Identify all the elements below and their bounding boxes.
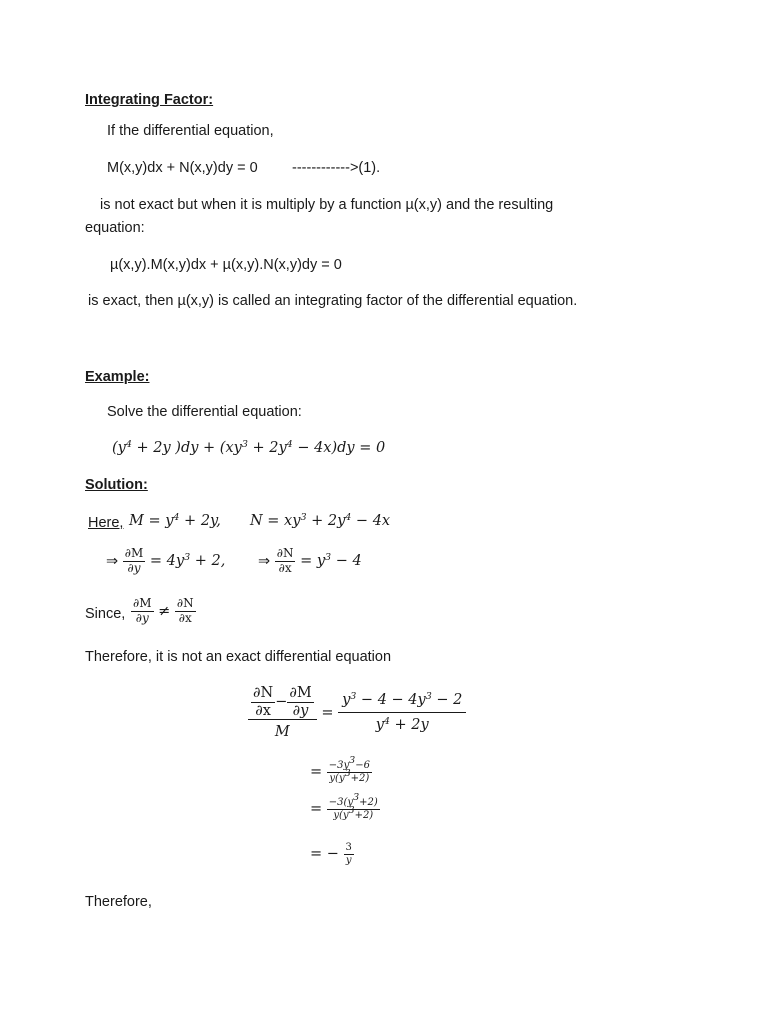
n-definition: $N = xy^3 + 2y^4 - 4x$ — [250, 512, 391, 529]
dn-dx-result: ⇒ $\frac{\partial N}{\partial x}$ = $y^3 - 4$ — [258, 546, 362, 575]
here-label: Here, — [88, 515, 124, 531]
simplification-result: = − $\frac{3}{y}$ — [310, 842, 352, 866]
example-equation: ($y^4 + 2y$ )$dy + (xy^3 + 2y^4 - 4x)dy = 0$ — [112, 439, 386, 456]
conclusion-text: is exact, then µ(x,y) is called an integrating factor of the differential equation. — [88, 293, 578, 309]
simplification-step-2: = $\frac{-3(y^3+2)}{y(y^3+2)}$ — [310, 792, 378, 821]
equation-2: µ(x,y).M(x,y)dx + µ(x,y).N(x,y)dy = 0 — [110, 257, 342, 273]
example-prompt: Solve the differential equation: — [107, 404, 302, 420]
integrating-factor-heading: Integrating Factor: — [85, 92, 214, 108]
solution-heading: Solution: — [85, 477, 148, 493]
not-exact-text-line2: equation: — [85, 220, 145, 236]
not-exact-text-line1: is not exact but when it is multiply by a function µ(x,y) and the resulting — [100, 197, 554, 213]
intro-text: If the differential equation, — [107, 123, 274, 139]
not-exact-statement: Therefore, it is not an exact differential equation — [85, 649, 392, 665]
not-equal-partials: $\frac{\partial M}{\partial y}$ ≠ $\frac{\partial N}{\partial x}$ — [133, 596, 194, 625]
since-label: Since, — [85, 606, 126, 622]
example-heading: Example: — [85, 369, 150, 385]
simplification-step-1: = $\frac{-3y^3-6}{y(y^3+2)}$ — [310, 755, 370, 784]
integrating-factor-ratio: $\frac{\partial N}{\partial x}$ − $\frac{\partial M}{\partial y}$ M = $\frac{y^3 - 4 - 4y^3 - 2}{y^4 + 2y}$ — [248, 685, 466, 741]
equation-1: M(x,y)dx + N(x,y)dy = 0 — [107, 160, 258, 176]
equation-1-label: ------------>(1). — [292, 160, 381, 176]
m-definition: $M = y^4 + 2y$, — [129, 512, 221, 529]
dm-dy-result: ⇒ $\frac{\partial M}{\partial y}$ = $4y^3 + 2$, — [106, 546, 226, 575]
therefore-label: Therefore, — [85, 894, 152, 910]
